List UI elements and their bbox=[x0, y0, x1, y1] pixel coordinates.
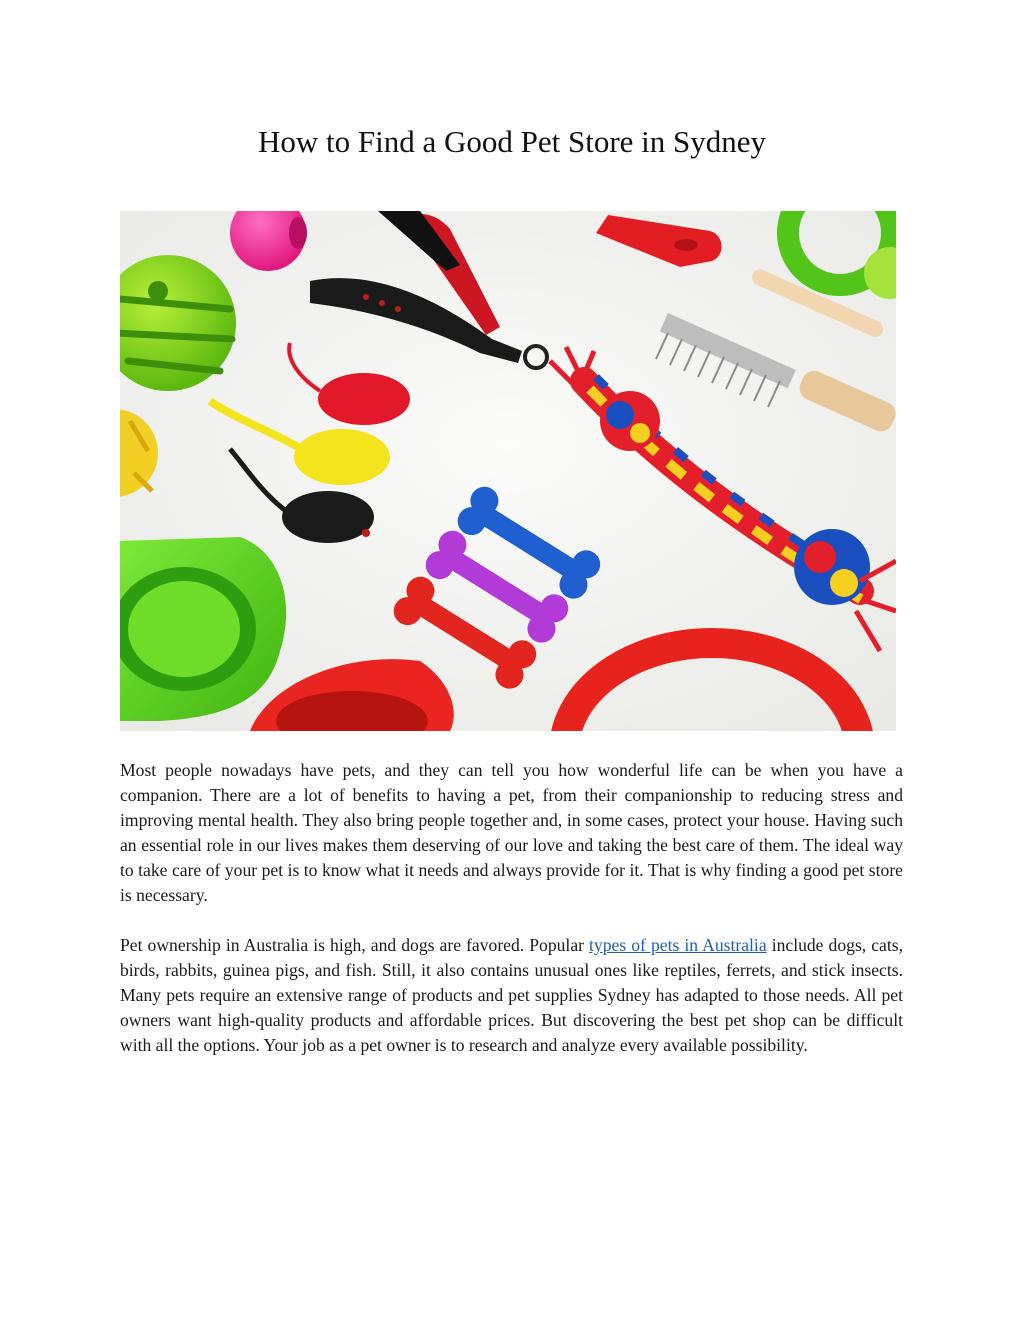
page-title: How to Find a Good Pet Store in Sydney bbox=[257, 124, 767, 159]
ownership-text-end: include dogs, cats, birds, rabbits, guinea pigs, and fish. Still, it also contains unusual ones like reptiles, ferrets, and stick insects. Many pets require an extensive range of products and pet supplies Sydney has adapted to those needs. All pet owners want high-quality products and affordable prices. But discovering the best pet shop can be difficult with all the options. Your job as a pet owner is to research and analyze every available possibility. bbox=[120, 935, 903, 1055]
hero-image bbox=[120, 211, 896, 731]
ownership-paragraph bbox=[120, 933, 903, 1058]
intro-paragraph: Most people nowadays have pets, and they can tell you how wonderful life can be when you have a companion. There are a lot of benefits to having a pet, from their companionship to reducing stress and improving mental health. They also bring people together and, in some cases, protect your house. Having such an essential role in our lives makes them deserving of our love and taking the best care of them. The ideal way to take care of your pet is to know what it needs and always provide for it. That is why finding a good pet store is necessary. bbox=[120, 760, 903, 905]
ownership-text-start: Pet ownership in Australia is high, and dogs are favored. Popular bbox=[120, 935, 590, 955]
types-of-pets-link[interactable]: types of pets in Australia bbox=[589, 935, 767, 955]
